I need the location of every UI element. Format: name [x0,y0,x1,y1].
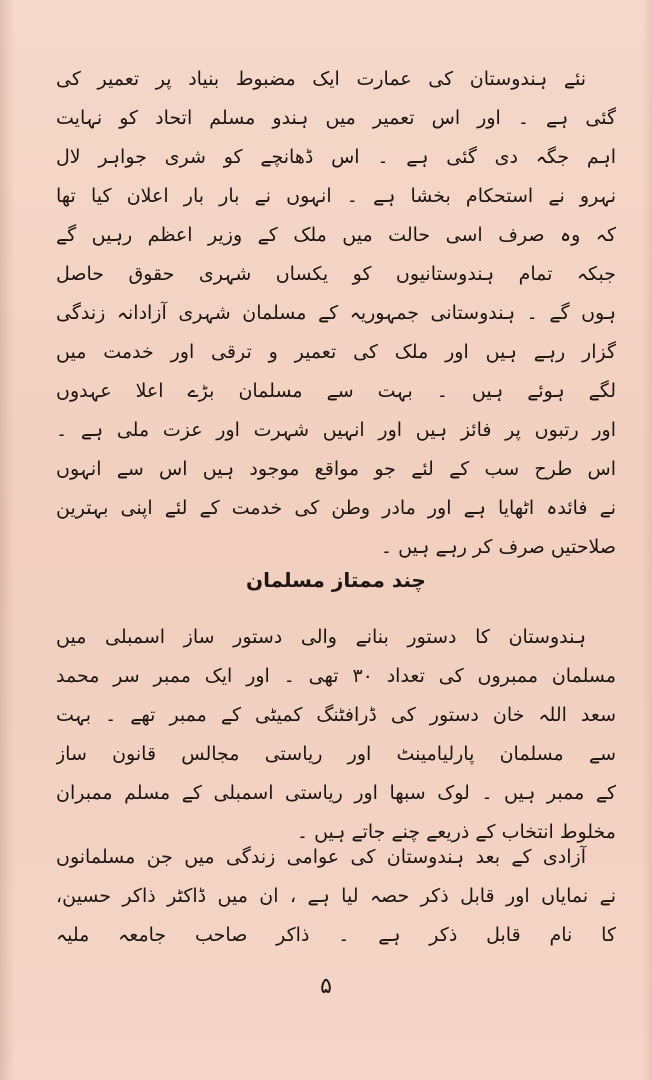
page-edge-shadow-right [642,0,652,1080]
text-line: اہم جگہ دی گئی ہے ۔ اس ڈھانچے کو شری جواہر لال [56,146,616,168]
text-line: مسلمان ممبروں کی تعداد ۳۰ تھی ۔ اور ایک ممبر سر محمد [56,665,616,687]
text-line: آزادی کے بعد ہندوستان کی عوامی زندگی میں جن مسلمانوں [56,846,586,868]
text-line: سعد اللہ خان دستور کی ڈرافٹنگ کمیٹی کے ممبر تھے ۔ بہت [56,704,616,726]
paragraph-dr-zakir-husain [56,838,616,955]
text-line: کہ وہ صرف اسی حالت میں ملک کے وزیر اعظم رہیں گے [56,224,616,246]
text-line: کا نام قابل ذکر ہے ۔ ذاکر صاحب جامعہ ملیہ [56,924,616,946]
text-line: نئے ہندوستان کی عمارت ایک مضبوط بنیاد پر تعمیر کی [56,68,586,90]
text-line: ہندوستان کا دستور بنانے والی دستور ساز اسمبلی میں [56,626,586,648]
page-number: ۵ [320,974,332,999]
text-line: مخلوط انتخاب کے ذریعے چنے جاتے ہیں ۔ [296,821,616,843]
text-line: لگے ہوئے ہیں ۔ بہت سے مسلمان بڑے اعلا عہدوں [56,380,616,402]
text-line: کے ممبر ہیں ۔ لوک سبھا اور ریاستی اسمبلی کے مسلم ممبران [56,782,616,804]
text-line: سے مسلمان پارلیامینٹ اور ریاستی مجالس قانون ساز [56,743,616,765]
text-line: گزار رہے ہیں اور ملک کی تعمیر و ترقی اور خدمت میں [56,341,616,363]
text-line: جبکہ تمام ہندوستانیوں کو یکساں شہری حقوق حاصل [56,263,616,285]
paragraph-constituent-assembly [56,618,616,852]
text-line: نہرو نے استحکام بخشا ہے ۔ انہوں نے بار بار اعلان کیا تھا [56,185,616,207]
text-line: اس طرح سب کے لئے جو مواقع موجود ہیں اس سے انہوں [56,458,616,480]
text-line: اور رتبوں پر فائز ہیں اور انہیں شہرت اور عزت ملی ہے ۔ [56,419,616,441]
section-heading: چند ممتاز مسلمان [246,568,426,592]
text-line: نے نمایاں اور قابل ذکر حصہ لیا ہے ، ان میں ڈاکٹر ذاکر حسین، [56,885,616,907]
text-line: ہوں گے ۔ ہندوستانی جمہوریہ کے مسلمان شہری آزادانہ زندگی [56,302,616,324]
page-edge-shadow-left [0,0,14,1080]
paragraph-hindu-muslim-unity [56,60,616,567]
text-line: نے فائدہ اٹھایا ہے اور مادر وطن کی خدمت کے لئے اپنی بہترین [56,497,616,519]
text-line: گئی ہے ۔ اور اس تعمیر میں ہندو مسلم اتحاد کو نہایت [56,107,616,129]
text-line: صلاحتیں صرف کر رہے ہیں ۔ [380,536,616,558]
